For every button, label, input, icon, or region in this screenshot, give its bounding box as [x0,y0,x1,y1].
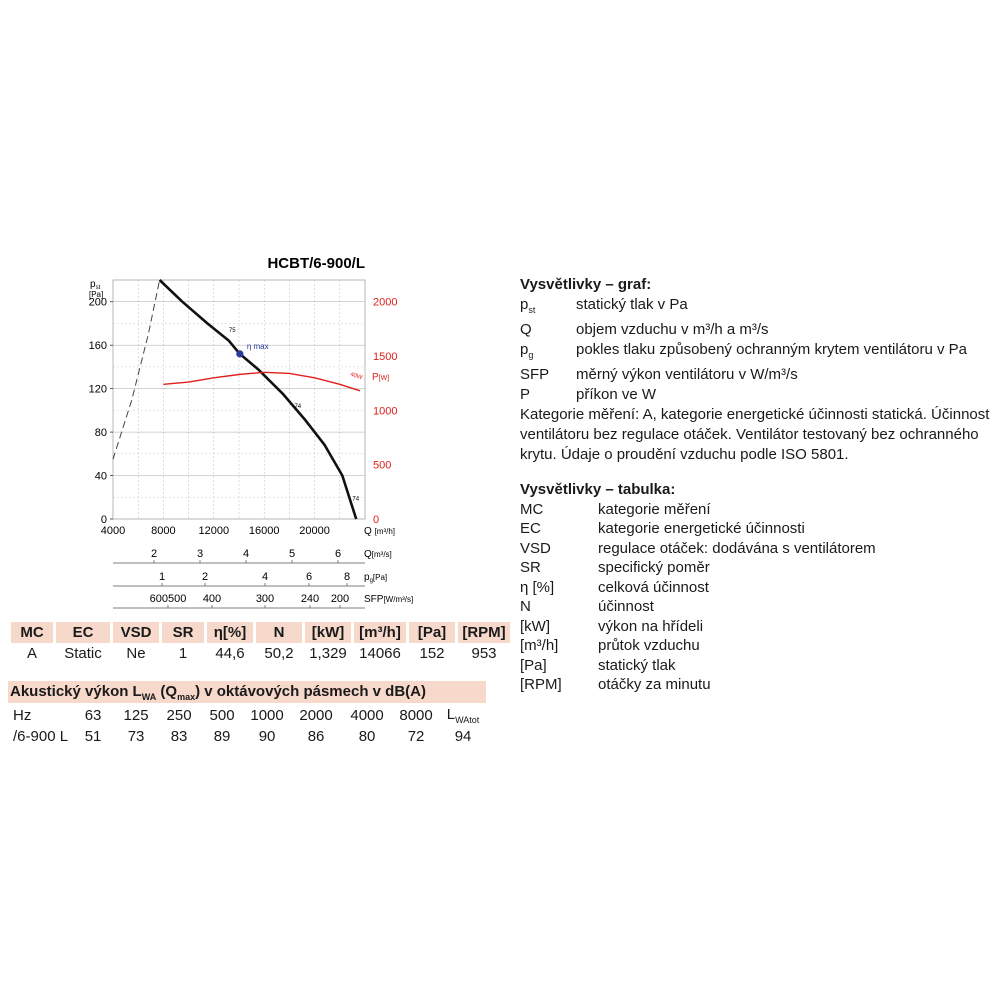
acoustic-hz-row [11,705,485,726]
series-line-0 [160,280,360,519]
legend-table-key: η [%] [520,578,555,596]
legend-table-desc: specifický poměr [598,559,710,576]
secondary-scale-label: Q[m³/s] [364,549,392,560]
acoustic-band: 4000 [350,707,384,724]
acoustic-band: 8000 [399,707,433,724]
y2-tick-label: 2000 [373,296,398,309]
series-line-1 [113,280,160,459]
legend-table-key: N [520,598,531,615]
legend-table-title: Vysvětlivky – tabulka: [520,481,676,498]
y2-tick-label: 500 [373,459,392,472]
legend-graph-key: $p_{st}$ [520,295,536,315]
x-tick-label: 4000 [100,525,126,537]
acoustic-value: 94 [454,728,472,745]
efficiency-label: 74 [294,404,302,411]
spec-header-cell: MC [11,622,53,643]
legend-table-item [520,558,876,578]
x-tick-label: 12000 [198,525,230,537]
efficiency-label: 74 [352,496,360,503]
secondary-scale-label: $p_g[Pa]$ [364,572,388,584]
fan-performance-chart [0,0,500,620]
legend-table-key: [m³/h] [520,637,559,654]
legend-table-desc: otáčky za minutu [598,676,711,693]
legend-table-key: [Pa] [520,656,547,674]
chart-labels [89,255,414,605]
legend-graph-item [520,340,967,366]
acoustic-value: 80 [358,728,376,745]
legend-table-item [520,539,876,559]
secondary-tick-label: 240 [300,593,320,605]
legend-graph-key: SFP [520,366,550,383]
plot-frame [113,280,365,519]
legend-table-desc: kategorie měření [598,500,711,518]
legend-graph-item [520,320,967,340]
legend-table-item [520,617,876,637]
y-tick-label: 160 [88,340,107,353]
legend-table-item [520,519,876,539]
acoustic-value: 73 [127,728,145,745]
y-tick-label: 200 [88,296,107,309]
acoustic-band: 1000 [250,707,284,724]
legend-graph-title: Vysvětlivky – graf: [520,276,652,293]
acoustic-table [8,705,488,747]
secondary-tick-label: 2 [150,548,158,560]
y2-tick-label: 1500 [373,351,398,364]
legend-graph-desc: objem vzduchu v m³/h a m³/s [576,321,769,338]
acoustic-value: 86 [307,728,325,745]
acoustic-row-label: /6-900 L [13,728,69,745]
spec-header-cell: SR [162,622,204,643]
spec-value-cell: 50,2 [264,645,294,662]
x-tick-label: 20000 [299,525,330,537]
legend-table-desc: výkon na hřídeli [598,617,704,635]
efficiency-max-point [236,350,243,357]
spec-header-cell: VSD [113,622,159,643]
legend-table [520,480,876,695]
x-axis-label: Q [m³/h] [364,526,396,537]
legend-graph-item [520,295,967,321]
secondary-tick-label: 6 [334,548,342,560]
spec-value-cell: 14066 [359,645,401,662]
acoustic-band: 500 [209,707,235,724]
secondary-tick-label: 2 [201,571,209,583]
secondary-tick-label: 6 [305,571,313,583]
legend-table-item [520,597,876,617]
secondary-tick-label: 400 [202,593,222,605]
legend-table-desc: průtok vzduchu [598,637,700,654]
acoustic-total-label: $L_{WAtot}$ [446,706,480,725]
legend-graph [520,275,967,404]
y-tick-label: 40 [94,470,107,483]
legend-table-item [520,578,876,598]
legend-graph-desc: statický tlak v Pa [576,295,688,313]
legend-graph-key: $p_g$ [520,340,534,360]
legend-table-key: VSD [520,539,551,557]
y2-tick-label: 1000 [373,405,398,418]
legend-table-key: MC [520,500,544,518]
legend-table-item [520,636,876,656]
secondary-tick-label: 200 [330,593,350,605]
spec-header-cell: EC [56,622,110,643]
legend-graph-key: Q [520,321,532,338]
acoustic-value: 72 [407,728,425,745]
legend-table-item [520,500,876,520]
fan-spec-header-row [11,622,510,643]
legend-table-key: EC [520,520,541,537]
chart-title: HCBT/6-900/L [267,255,365,272]
acoustic-title: Akustický výkon $L_{WA}$ $(Q_{max})$ v oktávových pásmech v dB(A) [8,681,486,703]
legend-table-key: SR [520,559,541,576]
spec-value-cell: 1 [178,645,188,662]
y-axis-label: $p_{st}$ [90,279,101,291]
acoustic-value: 83 [170,728,188,745]
fan-spec-table [8,622,513,664]
secondary-tick-label: 5 [288,548,296,560]
fan-spec-value-row [11,643,510,664]
acoustic-hz-label: Hz [13,707,32,724]
acoustic-band: 250 [166,707,192,724]
series-line-2 [163,372,360,391]
spec-value-cell: A [26,645,37,662]
legend-graph-item [520,385,967,405]
acoustic-value-row [11,726,485,747]
secondary-scale-label: SFP[W/m³/s] [364,594,414,605]
chart-marks [113,280,360,519]
spec-value-cell: 953 [471,645,497,662]
x-tick-label: 8000 [151,525,176,537]
acoustic-value: 51 [84,728,102,745]
y-tick-label: 80 [94,427,107,440]
spec-header-cell: [kW] [305,622,351,643]
secondary-tick-label: 300 [255,593,275,605]
y-tick-label: 120 [88,383,107,396]
legend-table-desc: celková účinnost [598,578,709,596]
legend-table-key: [RPM] [520,676,562,693]
y-axis-unit: [Pa] [89,290,104,299]
acoustic-band: 63 [84,707,102,724]
y-tick-label: 0 [100,514,107,526]
secondary-tick-label: 600500 [149,593,187,605]
legend-graph-desc: pokles tlaku způsobený ochranným krytem ventilátoru v Pa [576,340,968,358]
spec-header-cell: [m³/h] [354,622,406,643]
acoustic-value: 90 [258,728,276,745]
spec-value-cell: 1,329 [309,645,347,662]
measurement-note: Kategorie měření: A, kategorie energetické účinnosti statická. Účinnost ventilátoru bez regulace otáček. Ventilátor testovaný bez ochranného krytu. Údaje o proudění vzduchu podle ISO 5801. [520,406,990,463]
power-label: 40W [349,371,363,382]
legend-table-desc: regulace otáček: dodávána s ventilátorem [598,539,876,557]
spec-value-cell: 44,6 [215,645,245,662]
efficiency-max-label: η max [246,341,269,351]
legend-table-item [520,656,876,676]
efficiency-label: 75 [228,328,236,335]
secondary-tick-label: 3 [196,548,204,560]
spec-value-cell: 152 [419,645,445,662]
spec-header-cell: η[%] [207,622,253,643]
acoustic-band: 2000 [299,707,333,724]
legend-table-desc: kategorie energetické účinnosti [598,520,805,537]
legend-table-desc: účinnost [598,598,654,615]
legend-graph-desc: měrný výkon ventilátoru v W/m³/s [576,366,798,383]
spec-header-cell: N [256,622,302,643]
spec-header-cell: [Pa] [409,622,455,643]
secondary-tick-label: 4 [261,571,269,583]
secondary-tick-label: 8 [343,571,351,583]
acoustic-band: 125 [123,707,149,724]
legend-table-key: [kW] [520,617,550,635]
y2-axis-label: P[W] [372,372,390,383]
spec-value-cell: Static [64,645,102,662]
y2-tick-label: 0 [373,514,380,526]
legend-table-desc: statický tlak [598,656,676,674]
spec-value-cell: Ne [126,645,146,662]
legend-graph-desc: příkon ve W [576,385,657,403]
acoustic-value: 89 [213,728,231,745]
legend-graph-key: P [520,385,531,403]
spec-header-cell: [RPM] [458,622,510,643]
legend-graph-item [520,365,967,385]
legend-table-item [520,675,876,695]
secondary-tick-label: 4 [242,548,250,560]
x-tick-label: 16000 [248,525,280,537]
secondary-tick-label: 1 [158,571,166,583]
